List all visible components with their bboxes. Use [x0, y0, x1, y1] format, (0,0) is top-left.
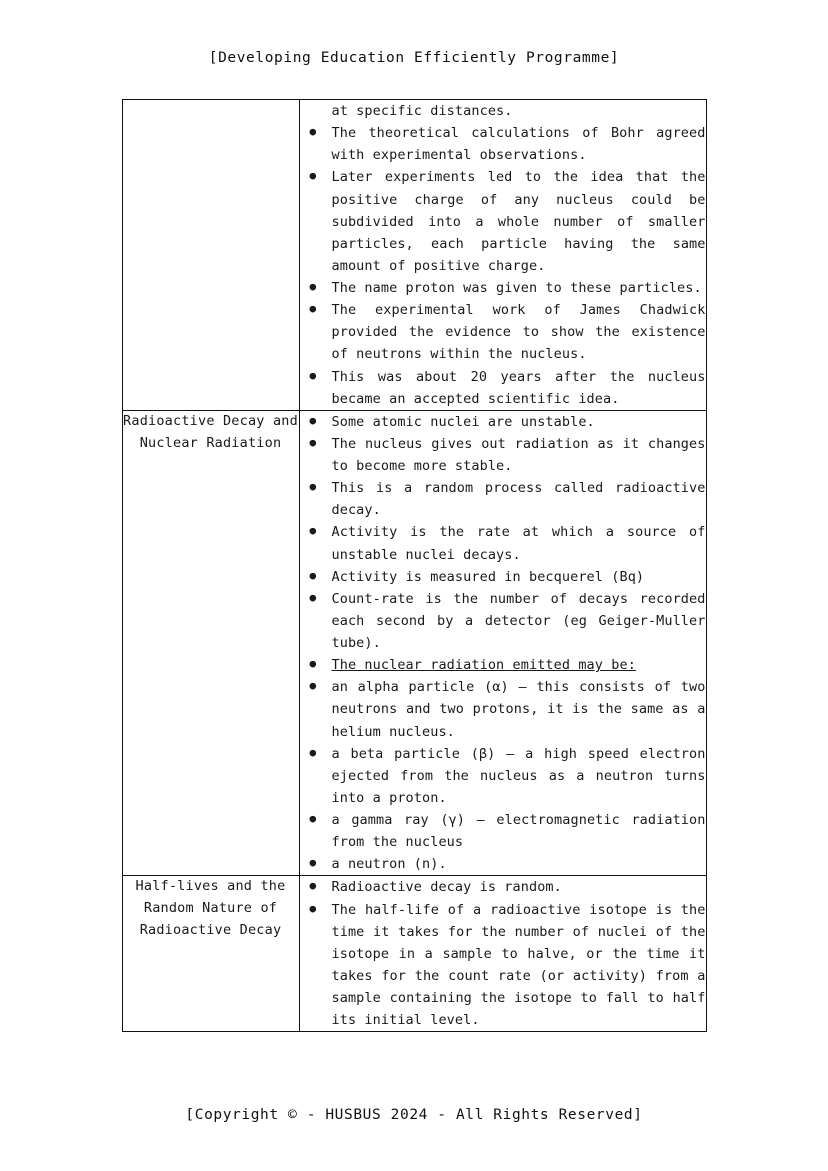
points-cell: [299, 100, 706, 411]
list-item-text: The experimental work of James Chadwick provided the evidence to show the existence of neutrons within the nucleus.: [331, 302, 706, 363]
list-item-text: a beta particle (β) – a high speed electron ejected from the nucleus as a neutron turns into a proton.: [331, 745, 706, 806]
bullet-icon: ●: [309, 524, 317, 538]
list-item: [300, 477, 706, 521]
list-item-text: Activity is the rate at which a source of unstable nuclei decays.: [331, 524, 706, 563]
list-item-text: This was about 20 years after the nucleus became an accepted scientific idea.: [331, 368, 706, 407]
bullet-icon: ●: [309, 657, 317, 671]
list-item-text: Some atomic nuclei are unstable.: [331, 413, 595, 430]
list-item-text: The half-life of a radioactive isotope is the time it takes for the number of nuclei of the isotope in a sample to halve, or the time it takes for the count rate (or activity) from a sample containing the isotope to fall to half its initial level.: [331, 901, 706, 1029]
list-item-text-underlined: The nuclear radiation emitted may be:: [331, 657, 636, 674]
page-header: [Developing Education Efficiently Programme]: [208, 50, 620, 66]
bullet-icon: ●: [309, 568, 317, 582]
list-item-text: Activity is measured in becquerel (Bq): [331, 568, 645, 585]
topic-cell: [122, 410, 299, 876]
list-item-text: The name proton was given to these particles.: [331, 280, 702, 296]
bullet-icon: ●: [309, 590, 317, 604]
list-item: [300, 566, 706, 588]
points-cell: [299, 410, 706, 876]
points-list: [300, 411, 706, 876]
list-item: [300, 433, 706, 477]
points-list: [300, 122, 706, 410]
list-item: [300, 411, 706, 433]
bullet-icon: ●: [309, 125, 317, 139]
bullet-icon: ●: [309, 169, 317, 183]
list-item: [300, 521, 706, 565]
bullet-icon: ●: [309, 879, 317, 893]
bullet-icon: ●: [309, 679, 317, 693]
list-item: [300, 166, 706, 277]
bullet-icon: ●: [309, 280, 317, 293]
list-item-text: The nucleus gives out radiation as it changes to become more stable.: [331, 435, 706, 474]
list-item: [300, 366, 706, 410]
list-item: [300, 122, 706, 166]
bullet-icon: ●: [309, 856, 317, 870]
table-row: [122, 100, 706, 411]
bullet-icon: ●: [309, 368, 317, 382]
bullet-icon: ●: [309, 435, 317, 449]
bullet-icon: ●: [309, 480, 317, 494]
list-item-text: Radioactive decay is random.: [331, 879, 562, 896]
list-item-text: an alpha particle (α) – this consists of two neutrons and two protons, it is the same as a helium nucleus.: [331, 679, 706, 740]
list-item-text: a neutron (n).: [331, 856, 447, 873]
list-item: [300, 809, 706, 853]
list-item: [300, 899, 706, 1032]
list-item-text: The theoretical calculations of Bohr agreed with experimental observations.: [331, 125, 706, 164]
list-item: [300, 876, 706, 898]
topic-label: Radioactive Decay and Nuclear Radiation: [123, 412, 298, 451]
list-item: [300, 299, 706, 365]
topic-cell: [122, 876, 299, 1032]
bullet-icon: ●: [309, 745, 317, 759]
topic-label: Half-lives and the Random Nature of Radioactive Decay: [135, 878, 286, 939]
list-item-text: a gamma ray (γ) – electromagnetic radiation from the nucleus: [331, 812, 706, 851]
bullet-icon: ●: [309, 302, 317, 316]
points-cell: [299, 876, 706, 1032]
list-item: [300, 654, 706, 676]
list-item-text: Count-rate is the number of decays recorded each second by a detector (eg Geiger-Muller tube).: [331, 590, 706, 651]
table-row: [122, 410, 706, 876]
page-footer: [Copyright © - HUSBUS 2024 - All Rights Reserved]: [185, 1107, 643, 1123]
list-item: [300, 277, 706, 299]
list-item: [300, 853, 706, 875]
bullet-icon: ●: [309, 413, 317, 427]
table-body: [122, 100, 706, 1032]
bullet-icon: ●: [309, 901, 317, 915]
list-item: [300, 743, 706, 809]
points-list: [300, 876, 706, 1031]
continuation-line: at specific distances.: [331, 103, 513, 119]
list-item-text: Later experiments led to the idea that the positive charge of any nucleus could be subdivided into a whole number of smaller particles, each particle having the same amount of positive charge.: [331, 169, 706, 274]
table-row: [122, 876, 706, 1032]
list-item: [300, 588, 706, 654]
list-item-text: This is a random process called radioactive decay.: [331, 480, 706, 519]
list-item: [300, 676, 706, 742]
topic-cell: [122, 100, 299, 411]
bullet-icon: ●: [309, 812, 317, 825]
revision-notes-table: [122, 99, 707, 1032]
